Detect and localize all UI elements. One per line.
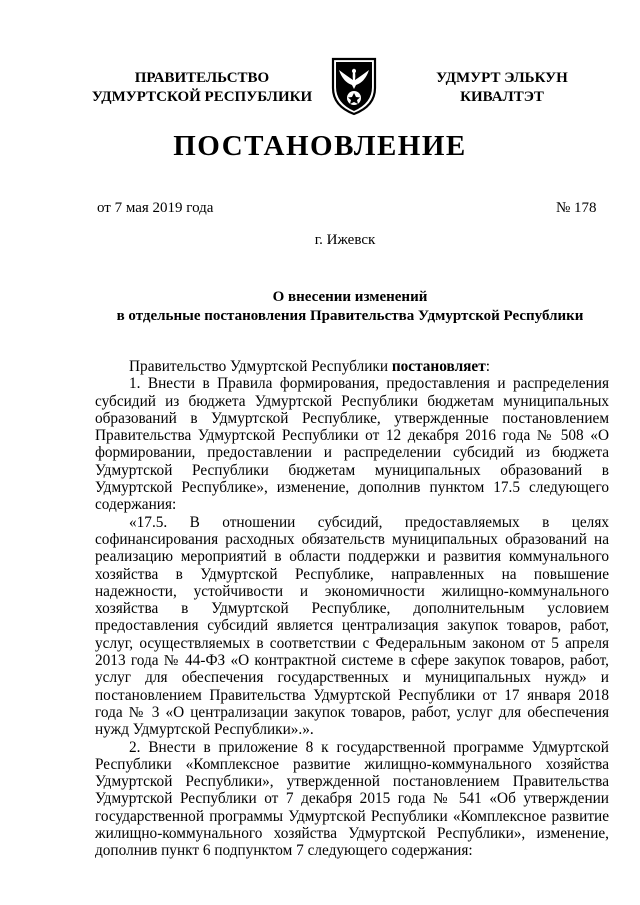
header-right-line1: УДМУРТ ЭЛЬКУН xyxy=(436,70,568,86)
paragraph-item-2: 2. Внести в приложение 8 к государственной программе Удмуртской Республики «Комплексное развитие жилищно-коммунального хозяйства Удмуртской Республики», утвержденной постановлением Правительства Удмуртской Республики от 7 декабря 2015 года № 541 «Об утверждении государственной программы Удмуртской Республики «Комплексное развитие жилищно-коммунального хозяйства Удмуртской Республики», изменение, дополнив пункт 6 подпунктом 7 следующего содержания: xyxy=(95,738,609,860)
udmurtia-coat-of-arms-icon xyxy=(329,56,379,116)
document-title: ПОСТАНОВЛЕНИЕ xyxy=(173,130,467,162)
subject-line1: О внесении изменений xyxy=(272,289,428,305)
subject-line2: в отдельные постановления Правительства Удмуртской Республики xyxy=(116,308,584,324)
header-left-line1: ПРАВИТЕЛЬСТВО xyxy=(134,70,270,86)
header-right-line2: КИВАЛТЭТ xyxy=(460,89,544,105)
paragraph-item-1: 1. Внести в Правила формирования, предоставления и распределения субсидий из бюджета Удмуртской Республики бюджетам муниципальных образований в Удмуртской Республике, утвержденные постановлением Правительства Удмуртской Республики от 12 декабря 2016 года № 508 «О формировании, предоставлении и распределении субсидий из бюджета Удмуртской Республики бюджетам муниципальных образований в Удмуртской Республике», изменение, дополнив пунктом 17.5 следующего содержания: xyxy=(95,375,609,514)
paragraph-item-17-5: «17.5. В отношении субсидий, предоставляемых в целях софинансирования расходных обязательств муниципальных образований на реализацию мероприятий в области поддержки и развития коммунального хозяйства в Удмуртской Республике, направленных на повышение надежности, устойчивости и экономичности жилищно-коммунального хозяйства в Удмуртской Республике, дополнительным условием предоставления субсидий является централизация закупок товаров, работ, услуг, осуществляемых в соответствии с Федеральным законом от 5 апреля 2013 года № 44-ФЗ «О контрактной системе в сфере закупок товаров, работ, услуг для обеспечения государственных и муниципальных нужд» и постановлением Правительства Удмуртской Республики от 17 января 2018 года № 3 «О централизации закупок товаров, работ, услуг для обеспечения нужд Удмуртской Республики».». xyxy=(95,513,609,739)
document-number: № 178 xyxy=(556,200,597,216)
document-body xyxy=(95,358,609,860)
header-right xyxy=(412,69,592,107)
document-date: от 7 мая 2019 года xyxy=(97,200,214,216)
document-city: г. Ижевск xyxy=(314,232,376,248)
preamble-end: : xyxy=(485,358,490,375)
paragraph-preamble xyxy=(95,358,609,375)
preamble-bold: постановляет xyxy=(391,358,486,375)
preamble-text: Правительство Удмуртской Республики xyxy=(129,358,392,375)
header-left xyxy=(78,69,326,107)
document-subject xyxy=(90,288,610,326)
header-left-line2: УДМУРТСКОЙ РЕСПУБЛИКИ xyxy=(91,89,313,105)
